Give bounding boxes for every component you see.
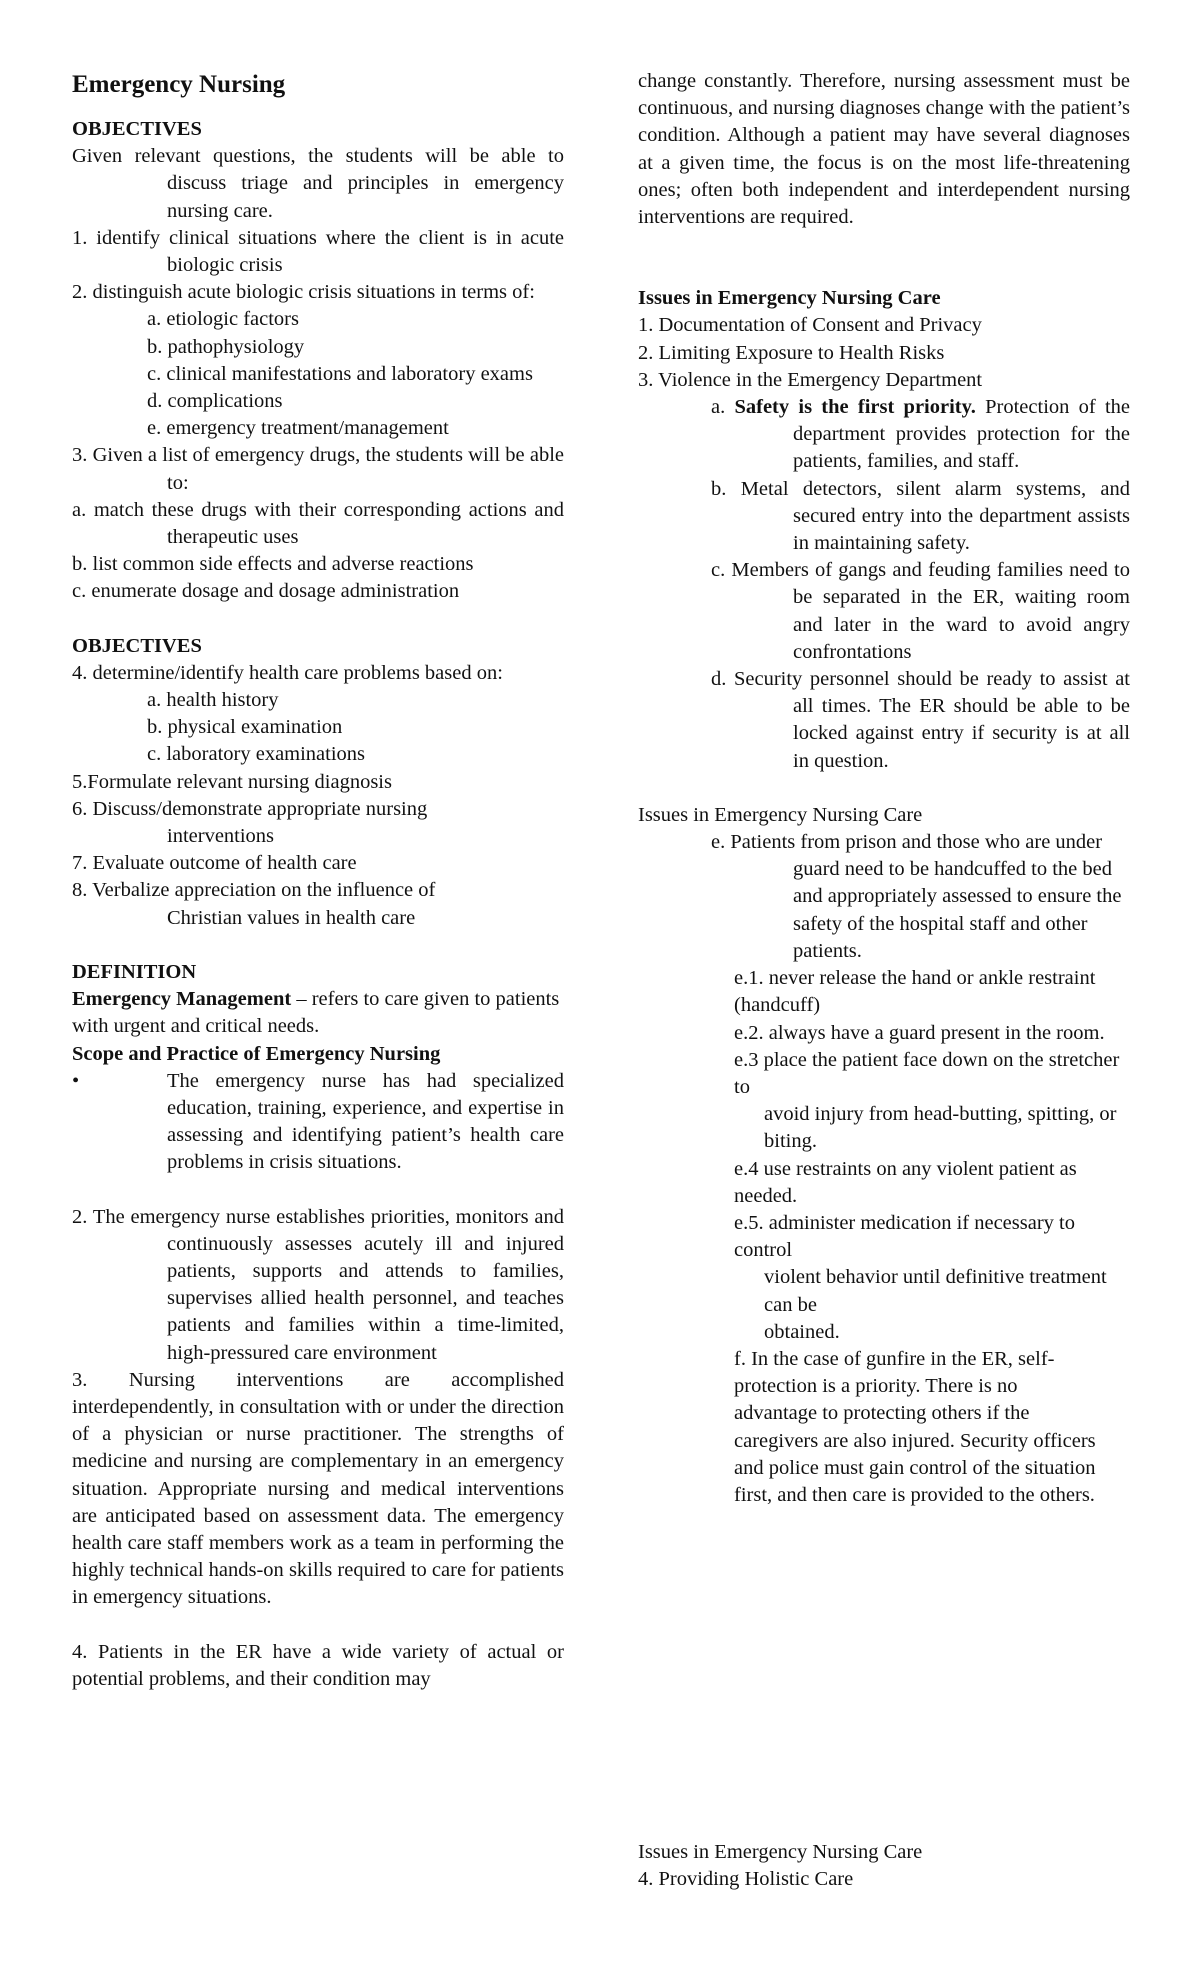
issues-heading: Issues in Emergency Nursing Care — [638, 287, 941, 310]
objective-subitem: e. emergency treatment/management — [147, 417, 449, 440]
continuation-paragraph: change constantly. Therefore, nursing assessment must be continuous, and nursing diagnoses change with the patient’s condition. Although a patient may have several diagnoses at a given time, the focus is on the most life-threatening ones; often both independent and interdependent nursing interventions are required. — [638, 70, 1130, 229]
objective-subitem: a. health history — [147, 689, 279, 712]
scope-heading: Scope and Practice of Emergency Nursing — [72, 1042, 441, 1065]
objective-item: 4. determine/identify health care problems based on: — [72, 661, 503, 684]
objective-item: 1. identify clinical situations where the client is in acute biologic crisis — [72, 226, 564, 277]
right-column — [638, 68, 1130, 1509]
objective-subitem: c. clinical manifestations and laboratory exams — [147, 362, 533, 385]
scope-paragraph-2: 2. The emergency nurse establishes priorities, monitors and continuously assesses acutely ill and injured patients, supports and attends to families, supervises allied health personnel, and teaches patients and families within a time-limited, high-pressured care environment — [72, 1205, 564, 1364]
issue-subitem-e3-cont: avoid injury from head-butting, spitting, or biting. — [764, 1103, 1117, 1153]
objective-subitem: b. list common side effects and adverse reactions — [72, 553, 474, 576]
objective-subitem: a. match these drugs with their corresponding actions and therapeutic uses — [72, 498, 564, 549]
definition-text: – refers to care given to patients with urgent and critical needs. — [72, 988, 560, 1038]
issue-item: 3. Violence in the Emergency Department — [638, 368, 983, 391]
issue-item: 2. Limiting Exposure to Health Risks — [638, 341, 945, 364]
objective-item: 6. Discuss/demonstrate appropriate nursing interventions — [72, 797, 428, 848]
issue-item: 4. Providing Holistic Care — [638, 1868, 854, 1891]
issue-subitem-e2: e.2. always have a guard present in the room. — [734, 1021, 1105, 1044]
objective-subitem: a. etiologic factors — [147, 308, 299, 331]
objective-item: 5.Formulate relevant nursing diagnosis — [72, 770, 392, 793]
definition-term: Emergency Management — [72, 988, 292, 1011]
issue-subitem-f: f. In the case of gunfire in the ER, self-protection is a priority. There is no advantage to protecting others if the caregivers are also injured. Security officers and police must gain control of the situation first, and then care is provided to the others. — [734, 1347, 1096, 1506]
issue-subitem-e4: e.4 use restraints on any violent patient as needed. — [734, 1157, 1077, 1207]
definition-paragraph — [72, 986, 564, 1040]
objective-subitem: c. enumerate dosage and dosage administration — [72, 580, 460, 603]
issue-subitem-a — [638, 394, 1130, 476]
safety-priority-text: Safety is the first priority. — [734, 396, 976, 419]
objective-item: 3. Given a list of emergency drugs, the students will be able to: — [72, 444, 564, 494]
objectives-intro: Given relevant questions, the students will be able to discuss triage and principles in emergency nursing care. — [72, 145, 564, 222]
objective-item: 8. Verbalize appreciation on the influence of Christian values in health care — [72, 879, 436, 929]
document-title: Emergency Nursing — [72, 71, 286, 98]
objective-item: 2. distinguish acute biologic crisis situations in terms of: — [72, 281, 535, 304]
issue-subitem-c: c. Members of gangs and feuding families need to be separated in the ER, waiting room and later in the ward to avoid angry confrontations — [711, 559, 1130, 663]
scope-paragraph-3: 3. Nursing interventions are accomplished interdependently, in consultation with or under the direction of a physician or nurse practitioner. The strengths of medicine and nursing are complementary in an emergency situation. Appropriate nursing and medical interventions are anticipated based on assessment data. The emergency health care staff members work as a team in performing the highly technical hands-on skills required to care for patients in emergency situations. — [72, 1368, 564, 1609]
objective-subitem: d. complications — [147, 390, 283, 413]
subitem-a-text: Protection of the department provides protection for the patients, families, and staff. — [793, 396, 1131, 473]
subitem-a-label: a. — [711, 396, 726, 419]
objective-subitem: b. pathophysiology — [147, 335, 305, 358]
issue-subitem-d: d. Security personnel should be ready to assist at all times. The ER should be able to be locked against entry if security is at all in question. — [711, 668, 1130, 772]
issue-subitem-e5-end: obtained. — [764, 1320, 840, 1343]
issues-section-3 — [638, 1839, 1130, 1893]
objectives-heading-2: OBJECTIVES — [72, 634, 202, 657]
issue-subitem-e1: e.1. never release the hand or ankle restraint (handcuff) — [734, 967, 1096, 1017]
issue-subitem-b: b. Metal detectors, silent alarm systems, and secured entry into the department assists in maintaining safety. — [711, 477, 1130, 555]
scope-bullet-text: The emergency nurse has had specialized education, training, experience, and expertise in assessing and identifying patient’s health care problems in crisis situations. — [167, 1069, 564, 1174]
definition-heading: DEFINITION — [72, 960, 197, 983]
issue-subitem-e: e. Patients from prison and those who are under guard need to be handcuffed to the bed and appropriately assessed to ensure the safety of the hospital staff and other patients. — [711, 831, 1122, 962]
issue-subitem-e5-cont: violent behavior until definitive treatment can be — [764, 1266, 1107, 1316]
scope-bullet-item — [72, 1068, 564, 1177]
left-column — [72, 68, 564, 1693]
objectives-heading: OBJECTIVES — [72, 118, 202, 140]
objective-subitem: c. laboratory examinations — [147, 743, 366, 766]
scope-paragraph-4: 4. Patients in the ER have a wide variety of actual or potential problems, and their condition may — [72, 1640, 564, 1690]
objective-item: 7. Evaluate outcome of health care — [72, 852, 357, 875]
issue-subitem-e5: e.5. administer medication if necessary to control — [734, 1211, 1075, 1262]
issue-subitem-e3: e.3 place the patient face down on the stretcher to — [734, 1048, 1120, 1098]
bullet-marker: • — [72, 1069, 80, 1092]
objective-subitem: b. physical examination — [147, 716, 343, 739]
issues-heading-3: Issues in Emergency Nursing Care — [638, 1841, 923, 1863]
issues-heading-2: Issues in Emergency Nursing Care — [638, 803, 923, 826]
issue-item: 1. Documentation of Consent and Privacy — [638, 314, 982, 337]
